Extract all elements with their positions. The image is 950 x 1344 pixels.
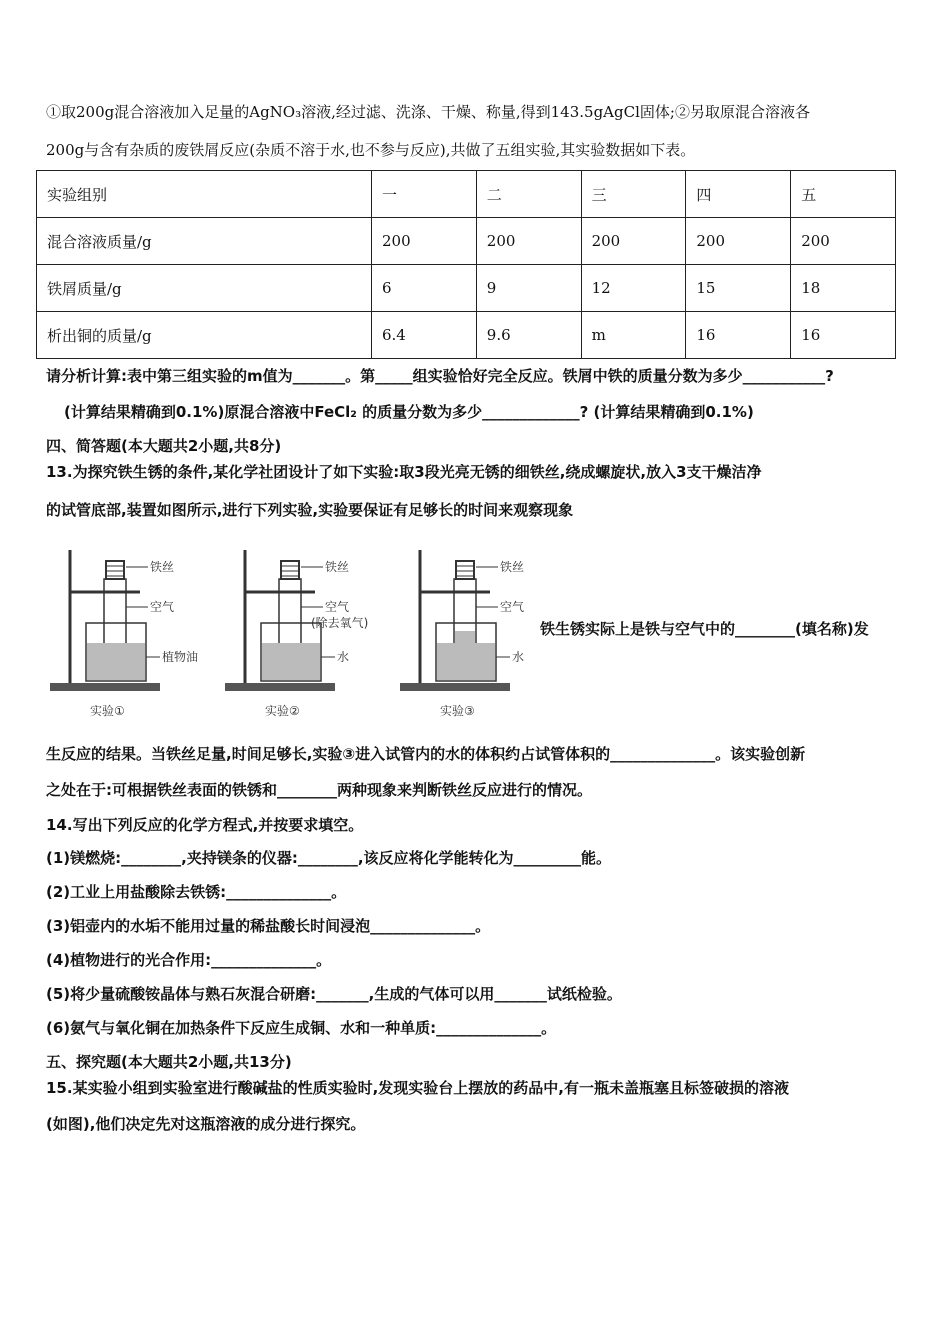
section-4-heading: 四、简答题(本大题共2小题,共8分) xyxy=(46,437,282,455)
table-cell: 6 xyxy=(372,265,477,312)
table-cell: 混合溶液质量/g xyxy=(37,218,372,265)
stand-base xyxy=(400,683,510,691)
analysis-line-1: 请分析计算:表中第三组实验的m值为_______。第_____组实验恰好完全反应。铁屑中铁的质量分数为多少___________? xyxy=(46,367,834,385)
figure-label: 铁丝 xyxy=(150,560,175,574)
table-cell: 实验组别 xyxy=(37,171,372,218)
table-cell: 6.4 xyxy=(372,312,477,359)
table-cell: 析出铜的质量/g xyxy=(37,312,372,359)
stand-base xyxy=(50,683,160,691)
q14-item: (3)铝壶内的水垢不能用过量的稀盐酸长时间浸泡______________。 xyxy=(46,917,491,935)
section-5-heading: 五、探究题(本大题共2小题,共13分) xyxy=(46,1053,292,1071)
table-cell: 12 xyxy=(581,265,686,312)
table-cell: 200 xyxy=(581,218,686,265)
figure-label: 铁丝 xyxy=(325,560,350,574)
table-row xyxy=(37,171,896,218)
table-cell: m xyxy=(581,312,686,359)
figure-side-text: 铁生锈实际上是铁与空气中的________(填名称)发 xyxy=(540,620,869,638)
q14-item: (5)将少量硫酸铵晶体与熟石灰混合研磨:_______,生成的气体可以用_______试纸检验。 xyxy=(46,985,622,1003)
q14-item: (2)工业上用盐酸除去铁锈:______________。 xyxy=(46,883,347,901)
water-in-tube xyxy=(455,631,475,643)
table-cell: 铁屑质量/g xyxy=(37,265,372,312)
q14-item: (4)植物进行的光合作用:______________。 xyxy=(46,951,332,969)
rusting-experiments-figure xyxy=(48,545,528,725)
table-cell: 一 xyxy=(372,171,477,218)
figure-caption: 实验① xyxy=(90,704,125,718)
water-layer xyxy=(437,643,495,680)
q13-line-3: 生反应的结果。当铁丝足量,时间足够长,实验③进入试管内的水的体积约占试管体积的______________。该实验创新 xyxy=(46,745,806,763)
table-cell: 200 xyxy=(476,218,581,265)
figure-label: 铁丝 xyxy=(500,560,525,574)
intro-line-1: ①取200g混合溶液加入足量的AgNO₃溶液,经过滤、洗涤、干燥、称量,得到143.5gAgCl固体;②另取原混合溶液各 xyxy=(46,103,810,121)
figure-label: 空气 xyxy=(150,600,175,614)
table-cell: 18 xyxy=(791,265,896,312)
analysis-line-2: (计算结果精确到0.1%)原混合溶液中FeCl₂ 的质量分数为多少_____________? (计算结果精确到0.1%) xyxy=(64,403,754,421)
experiment-2-apparatus xyxy=(225,550,368,718)
q13-line-2: 的试管底部,装置如图所示,进行下列实验,实验要保证有足够长的时间来观察现象 xyxy=(46,501,574,519)
table-cell: 16 xyxy=(791,312,896,359)
water-layer xyxy=(262,643,320,680)
table-cell: 9.6 xyxy=(476,312,581,359)
table-cell: 200 xyxy=(686,218,791,265)
table-row xyxy=(37,218,896,265)
table-cell: 200 xyxy=(791,218,896,265)
figure-label: 空气 xyxy=(500,600,525,614)
table-cell: 15 xyxy=(686,265,791,312)
q15-line-2: (如图),他们决定先对这瓶溶液的成分进行探究。 xyxy=(46,1115,366,1133)
intro-line-2: 200g与含有杂质的废铁屑反应(杂质不溶于水,也不参与反应),共做了五组实验,其实验数据如下表。 xyxy=(46,141,696,159)
table-cell: 9 xyxy=(476,265,581,312)
stand-base xyxy=(225,683,335,691)
figure-label: (除去氧气) xyxy=(311,616,369,630)
experiment-data-table xyxy=(36,170,896,359)
q15-line-1: 15.某实验小组到实验室进行酸碱盐的性质实验时,发现实验台上摆放的药品中,有一瓶未盖瓶塞且标签破损的溶液 xyxy=(46,1079,789,1097)
experiment-3-apparatus xyxy=(400,550,524,718)
q14-item: (6)氨气与氧化铜在加热条件下反应生成铜、水和一种单质:______________。 xyxy=(46,1019,557,1037)
table-cell: 二 xyxy=(476,171,581,218)
q14-item: (1)镁燃烧:________,夹持镁条的仪器:________,该反应将化学能转化为_________能。 xyxy=(46,849,612,867)
table-row xyxy=(37,312,896,359)
figure-label: 水 xyxy=(512,650,525,664)
table-cell: 三 xyxy=(581,171,686,218)
table-row xyxy=(37,265,896,312)
figure-label: 空气 xyxy=(325,600,350,614)
table-cell: 16 xyxy=(686,312,791,359)
table-cell: 四 xyxy=(686,171,791,218)
oil-layer xyxy=(87,643,145,680)
table-cell: 200 xyxy=(372,218,477,265)
q14-title: 14.写出下列反应的化学方程式,并按要求填空。 xyxy=(46,816,364,834)
figure-caption: 实验③ xyxy=(440,704,475,718)
q13-line-4: 之处在于:可根据铁丝表面的铁锈和________两种现象来判断铁丝反应进行的情况。 xyxy=(46,781,593,799)
figure-label: 植物油 xyxy=(162,650,199,664)
experiment-1-apparatus xyxy=(50,550,198,718)
table-cell: 五 xyxy=(791,171,896,218)
q13-line-1: 13.为探究铁生锈的条件,某化学社团设计了如下实验:取3段光亮无锈的细铁丝,绕成螺旋状,放入3支干燥洁净 xyxy=(46,463,762,481)
figure-caption: 实验② xyxy=(265,704,300,718)
figure-label: 水 xyxy=(337,650,350,664)
